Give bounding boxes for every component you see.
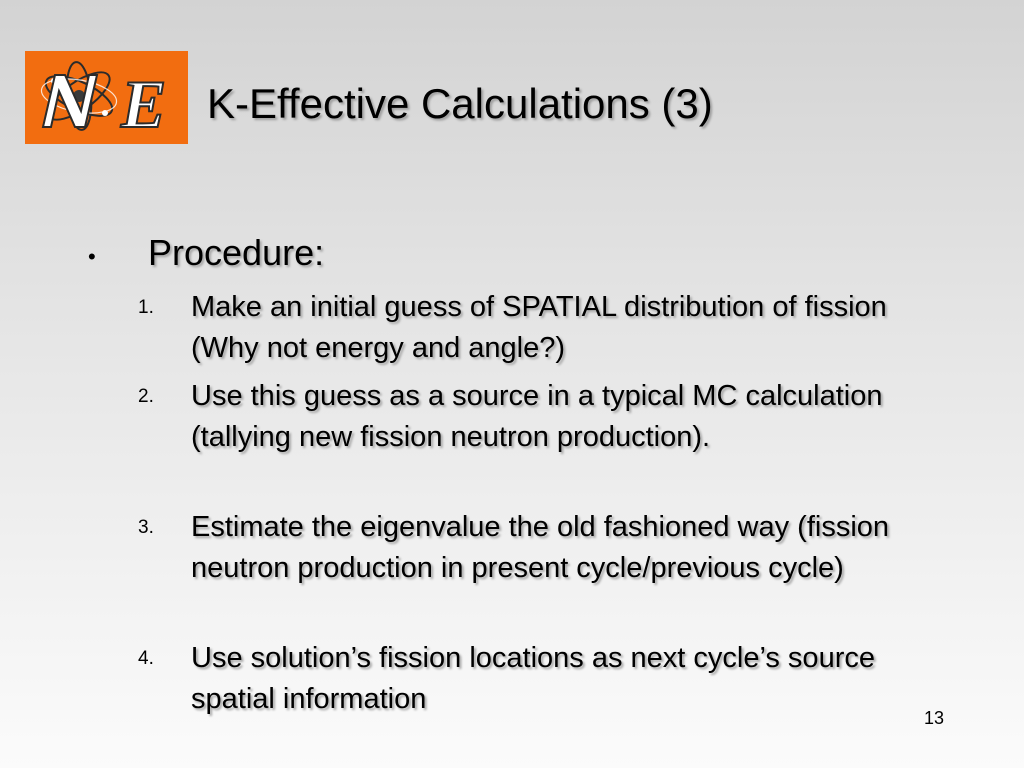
- nuclear-engineering-logo: [25, 51, 188, 144]
- list-item-number: 3.: [138, 517, 154, 538]
- list-item-text: Estimate the eigenvalue the old fashioned way (fission neutron production in present cycle/previous cycle): [191, 511, 890, 584]
- procedure-heading: Procedure:: [148, 232, 325, 273]
- bullet-marker: •: [88, 244, 96, 269]
- list-item-text: Make an initial guess of SPATIAL distribution of fission (Why not energy and angle?): [191, 291, 887, 364]
- slide-title: K-Effective Calculations (3): [207, 80, 713, 127]
- page-number: 13: [923, 708, 944, 728]
- list-item-text: Use solution’s fission locations as next cycle’s source spatial information: [191, 642, 875, 715]
- atom-icon: [25, 51, 188, 144]
- list-item-number: 2.: [138, 386, 154, 407]
- svg-text:E: E: [121, 66, 167, 142]
- list-item-text: Use this guess as a source in a typical MC calculation (tallying new fission neutron production).: [191, 380, 883, 453]
- list-item-number: 4.: [138, 648, 154, 669]
- list-item-number: 1.: [138, 297, 154, 318]
